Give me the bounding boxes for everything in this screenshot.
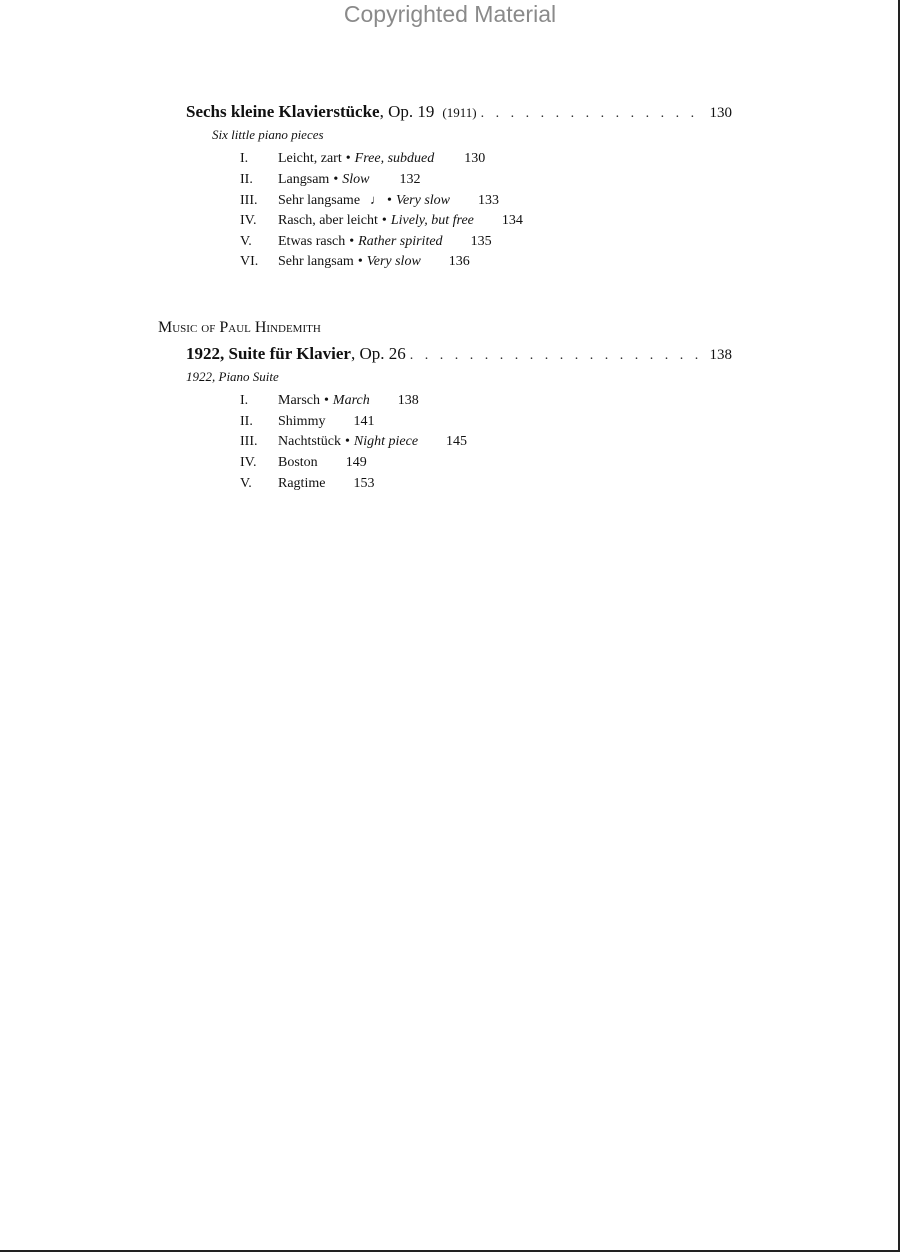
list-item: II. Shimmy 141 xyxy=(240,413,375,429)
work-title: 1922, Suite für Klavier xyxy=(186,344,351,363)
list-item: II. Langsam • Slow 132 xyxy=(240,171,421,187)
work-page: 138 xyxy=(709,347,732,363)
entry-title-schoenberg-op19 xyxy=(186,102,732,122)
work-year: (1911) xyxy=(442,105,477,120)
movement-list xyxy=(240,151,523,275)
work-opus: , Op. 19 xyxy=(379,102,435,121)
work-page: 130 xyxy=(709,105,732,121)
list-item: I. Leicht, zart • Free, subdued 130 xyxy=(240,151,486,166)
work-subtitle: Six little piano pieces xyxy=(212,127,324,142)
work-title: Sechs kleine Klavierstücke xyxy=(186,102,380,121)
list-item: V. Etwas rasch • Rather spirited 135 xyxy=(240,233,492,249)
list-item: IV. Boston 149 xyxy=(240,455,367,471)
list-item: III. Nachtstück • Night piece 145 xyxy=(240,434,468,450)
section-heading: Music of Paul Hindemith xyxy=(158,319,321,336)
dot-leader xyxy=(481,106,706,122)
movement-list xyxy=(240,393,467,496)
list-item: V. Ragtime 153 xyxy=(240,475,375,491)
watermark: Copyrighted Material xyxy=(343,1,557,27)
list-item: VI. Sehr langsam • Very slow 136 xyxy=(240,254,470,270)
list-item: IV. Rasch, aber leicht • Lively, but free 134 xyxy=(240,213,523,229)
list-item: III. Sehr langsame ♩ • Very slow 133 xyxy=(240,192,499,209)
work-subtitle: 1922, Piano Suite xyxy=(186,369,279,384)
work-opus: , Op. 26 xyxy=(350,344,406,363)
dot-leader xyxy=(410,348,706,364)
list-item: I. Marsch • March 138 xyxy=(240,393,419,408)
entry-title-hindemith-op26 xyxy=(186,344,732,364)
quarter-note-icon: ♩ xyxy=(370,192,384,208)
